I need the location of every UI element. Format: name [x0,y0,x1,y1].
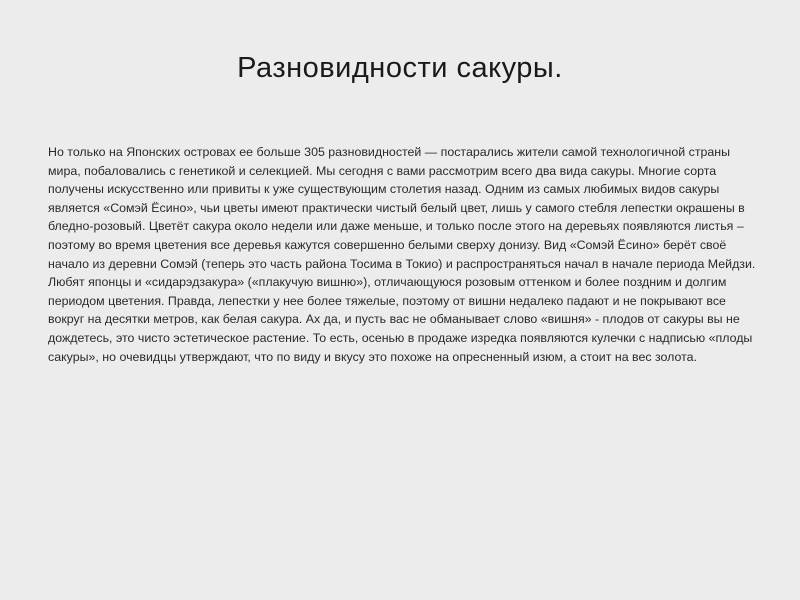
slide-title: Разновидности сакуры. [237,52,563,84]
slide-body-text: Но только на Японских островах ее больше 305 разновидностей — постарались жители самой технологичной страны мира, побаловались с генетикой и селекцией. Мы сегодня с вами рассмотрим всего два вида сакуры. Многие сорта получены искусственно или привиты к уже существующим столетия назад. Одним из самых любимых видов сакуры является «Сомэй Ёсино», чьи цветы имеют практически чистый белый цвет, лишь у самого стебля лепестки окрашены в бледно-розовый. Цветёт сакура около недели или даже меньше, и только после этого на деревьях появляются листья – поэтому во время цветения все деревья кажутся совершенно белыми сверху донизу. Вид «Сомэй Ёсино» берёт своё начало из деревни Сомэй (теперь это часть района Тосима в Токио) и распространяться начал в начале периода Мейдзи. Любят японцы и «сидарэдзакура» («плакучую вишню»), отличающуюся розовым оттенком и более поздним и долгим периодом цветения. Правда, лепестки у нее более тяжелые, поэтому от вишни недалеко падают и не покрывают все вокруг на десятки метров, как белая сакура. Ах да, и пусть вас не обманывает слово «вишня» - плодов от сакуры вы не дождетесь, это чисто эстетическое растение. То есть, осенью в продаже изредка появляются кулечки с надписью «плоды сакуры», но очевидцы утверждают, что по виду и вкусу это похоже на опресненный изюм, а стоит на вес золота. [48,145,756,364]
